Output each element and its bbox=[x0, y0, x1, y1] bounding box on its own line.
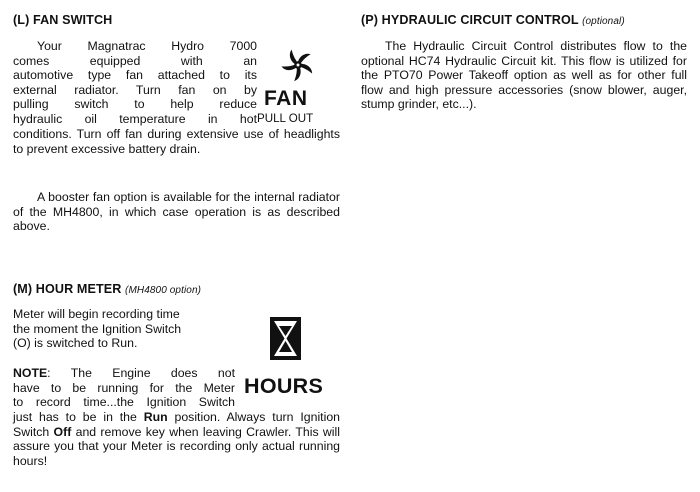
fan-line: automotive type fan attached to its bbox=[13, 68, 257, 83]
note-text: : The Engine does not bbox=[47, 366, 235, 380]
fan-icon bbox=[280, 47, 316, 83]
booster-fan-paragraph: A booster fan option is available for the internal radiator of the MH4800, in which case operation is as described above. bbox=[13, 190, 340, 234]
meter-line: the moment the Ignition Switch bbox=[13, 321, 182, 336]
note-label: NOTE bbox=[13, 366, 48, 380]
meter-line: Meter will begin recording time bbox=[13, 307, 180, 321]
pull-out-label: PULL OUT bbox=[257, 112, 314, 125]
hour-meter-tail bbox=[13, 410, 340, 468]
meter-line: (O) is switched to Run. bbox=[13, 336, 138, 351]
note-line: to record time...the Ignition Switch bbox=[13, 395, 235, 410]
hour-meter-heading bbox=[13, 282, 201, 296]
hour-meter-option: (MH4800 option) bbox=[125, 285, 202, 296]
hydraulic-heading-text: (P) HYDRAULIC CIRCUIT CONTROL bbox=[361, 13, 579, 27]
hours-label: HOURS bbox=[244, 374, 324, 398]
tail-text: just has to be in the bbox=[13, 410, 144, 424]
hydraulic-option: (optional) bbox=[582, 16, 625, 27]
fan-line: Your Magnatrac Hydro 7000 bbox=[37, 39, 257, 53]
hydraulic-paragraph: The Hydraulic Circuit Control distributes flow to the optional HC74 Hydraulic Circuit kit. This flow is utilized for the PTO70 Power Takeoff option as well as for other full flow and high pressure accessories (snow blower, auger, stump grinder, etc...). bbox=[361, 39, 687, 112]
fan-line: comes equipped with an bbox=[13, 53, 257, 68]
hourglass-icon bbox=[270, 317, 301, 360]
fan-line: pulling switch to help reduce bbox=[13, 97, 257, 112]
note-line: have to be running for the Meter bbox=[13, 380, 235, 395]
off-word: Off bbox=[53, 424, 72, 439]
fan-switch-tail: conditions. Turn off fan during extensive use of headlights to prevent excessive battery drain. bbox=[13, 127, 340, 156]
fan-line: external radiator. Turn fan on by bbox=[13, 82, 257, 97]
hydraulic-heading bbox=[361, 13, 625, 27]
hour-meter-heading-text: (M) HOUR METER bbox=[13, 282, 122, 296]
note-line bbox=[13, 366, 235, 381]
hour-meter-note bbox=[13, 366, 235, 410]
tail-text: and remove key when leaving Crawler. This will assure you that your Meter is recording only actual running hours! bbox=[13, 424, 340, 468]
fan-line: hydraulic oil temperature in hot bbox=[13, 111, 257, 126]
run-word: Run bbox=[143, 410, 168, 424]
fan-label: FAN bbox=[264, 87, 308, 110]
hour-meter-intro bbox=[13, 307, 233, 351]
tail-text: position. Always turn Ignition Switch bbox=[13, 410, 340, 439]
fan-switch-heading: (L) FAN SWITCH bbox=[13, 13, 113, 27]
fan-switch-intro bbox=[13, 39, 257, 127]
